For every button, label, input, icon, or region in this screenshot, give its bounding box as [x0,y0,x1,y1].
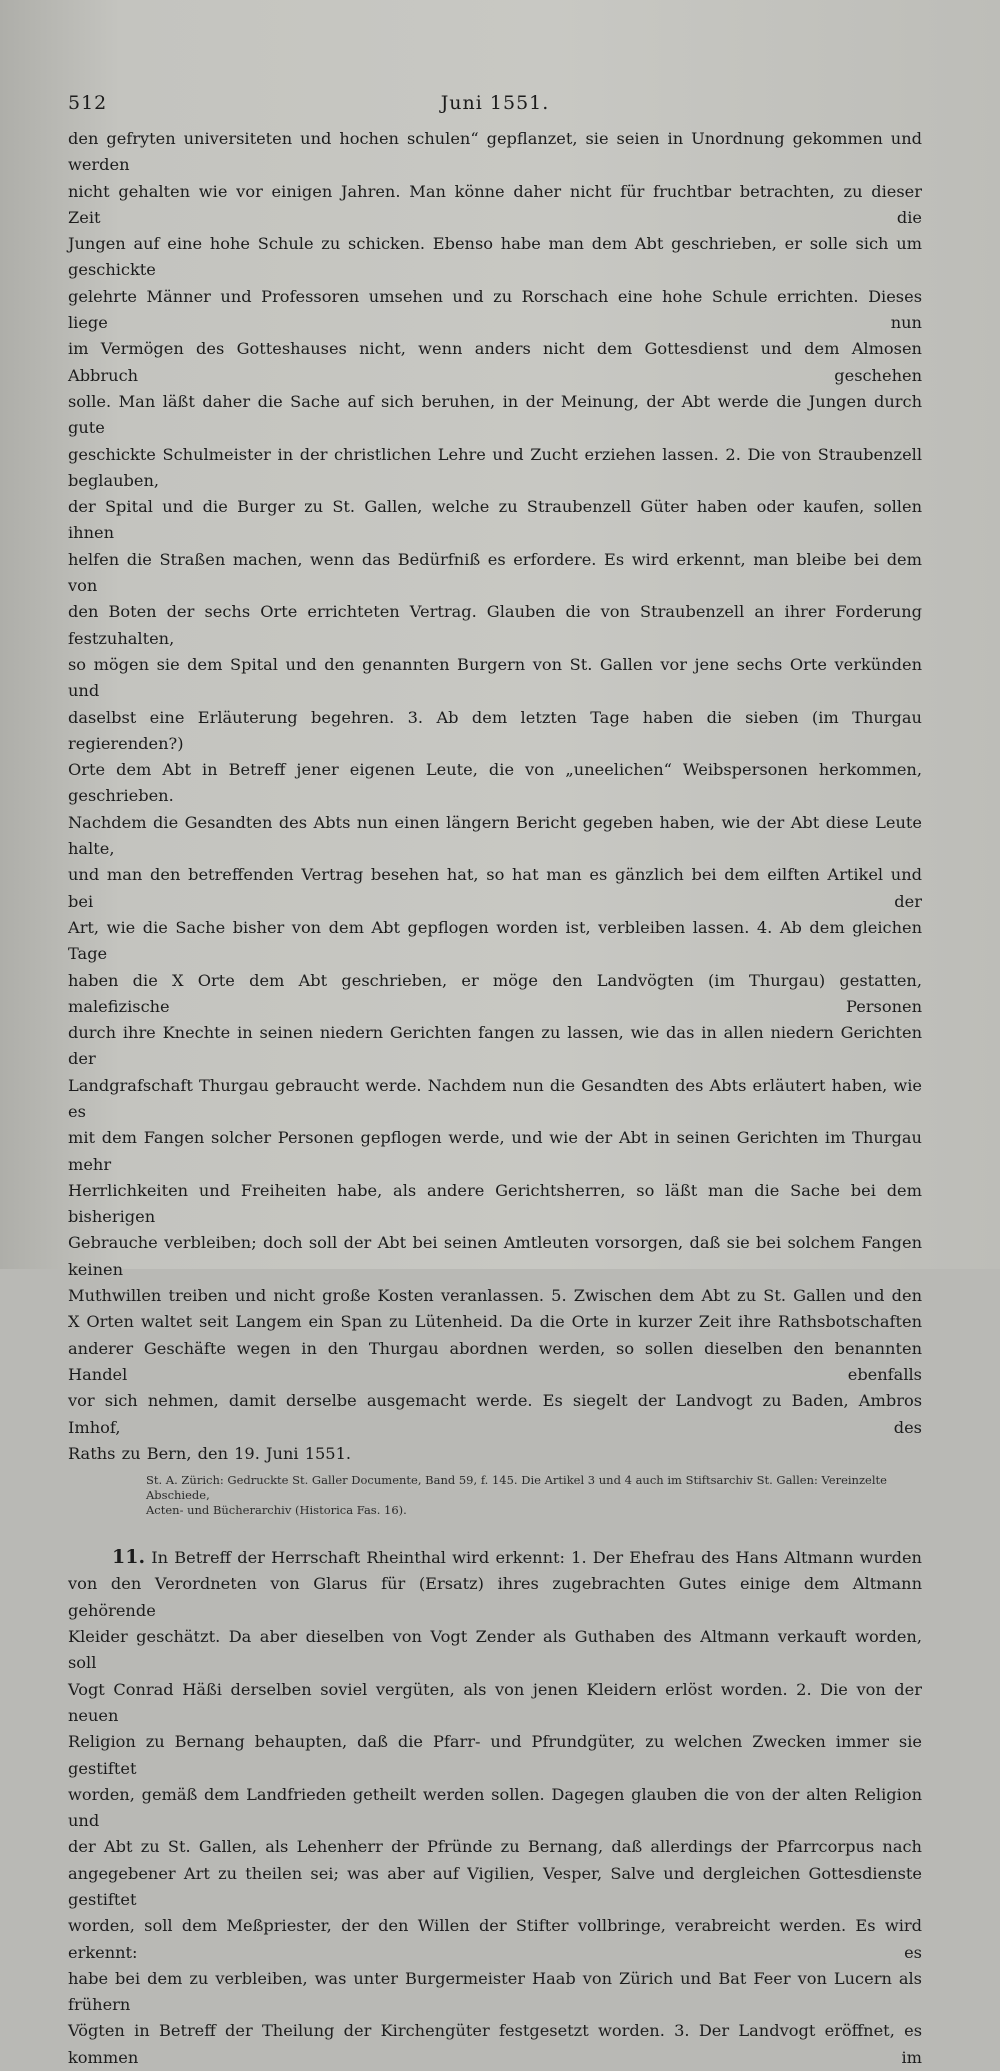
text-line: Landgrafschaft Thurgau gebraucht werde. Nachdem nun die Gesandten des Abts erläutert haben, wie es [68,1075,922,1121]
text-line: worden, soll dem Meßpriester, der den Willen der Stifter vollbringe, verabreicht werden. Es wird erkennt: es [68,1916,922,1962]
page-header [68,92,922,126]
text-line: im Vermögen des Gotteshauses nicht, wenn anders nicht dem Gottesdienst und dem Almosen Abbruch geschehen [68,339,922,385]
text-line: nicht gehalten wie vor einigen Jahren. Man könne daher nicht für fruchtbar betrachten, zu dieser Zeit die [68,181,922,227]
text-line: gelehrte Männer und Professoren umsehen und zu Rorschach eine hohe Schule errichten. Dieses liege nun [68,286,922,333]
text-line: Gebrauche verbleiben; doch soll der Abt bei seinen Amtleuten vorsorgen, daß sie bei solchem Fangen keinen [68,1233,922,1279]
text-line: Art, wie die Sache bisher von dem Abt gepflogen worden ist, verbleiben lassen. 4. Ab dem gleichen Tage [68,917,922,964]
text-line: Religion zu Bernang behaupten, daß die Pfarr- und Pfrundgüter, zu welchen Zwecken immer sie gestiftet [68,1732,922,1778]
source-footnote [146,1473,922,1518]
text-line: und man den betreffenden Vertrag besehen hat, so hat man es gänzlich bei dem eilften Artikel und bei der [68,865,922,911]
running-title: Juni 1551. [440,92,550,114]
text-line: durch ihre Knechte in seinen niedern Gerichten fangen zu lassen, wie das in allen niedern Gerichten der [68,1023,922,1069]
text-line: anderer Geschäfte wegen in den Thurgau abordnen werden, so sollen dieselben den benannten Handel ebenfalls [68,1338,922,1384]
text-line: habe bei dem zu verbleiben, was unter Burgermeister Haab von Zürich und Bat Feer von Lucern als frühern [68,1968,922,2015]
text-line: Orte dem Abt in Betreff jener eigenen Leute, die von „uneelichen“ Weibspersonen herkommen, geschrieben. [68,760,922,806]
text-line: X Orten waltet seit Langem ein Span zu Lütenheid. Da die Orte in kurzer Zeit ihre Rathsbotschaften [68,1312,922,1332]
text-line: den Boten der sechs Orte errichteten Vertrag. Glauben die von Straubenzell an ihrer Forderung festzuhalten, [68,602,922,648]
text-line: daselbst eine Erläuterung begehren. 3. Ab dem letzten Tage haben die sieben (im Thurgau regierenden?) [68,707,922,753]
text-line: worden, gemäß dem Landfrieden getheilt werden sollen. Dagegen glauben die von der alten Religion und [68,1784,922,1831]
text-line: Kleider geschätzt. Da aber dieselben von Vogt Zender als Guthaben des Altmann verkauft worden, soll [68,1627,922,1673]
text-line: Vögten in Betreff der Theilung der Kirchengüter festgesetzt worden. 3. Der Landvogt eröffnet, es kommen im [68,2021,922,2067]
section-11 [68,1544,922,2071]
text-line: mit dem Fangen solcher Personen gepflogen werde, und wie der Abt in seinen Gerichten im Thurgau mehr [68,1128,922,1174]
section-number: 11. [112,1546,146,1569]
text-line: angegebener Art zu theilen sei; was aber auf Vigilien, Vesper, Salve und dergleichen Gottesdienste gestiftet [68,1863,922,1909]
footnote-line: St. A. Zürich: Gedruckte St. Galler Documente, Band 59, f. 145. Die Artikel 3 und 4 auch im Stiftsarchiv St. Gallen: Vereinzelte Abschiede, [146,1473,887,1503]
section-11-first-line [68,1544,922,1571]
text-line: haben die X Orte dem Abt geschrieben, er möge den Landvögten (im Thurgau) gestatten, malefizische Personen [68,970,922,1016]
text-line: Nachdem die Gesandten des Abts nun einen längern Bericht gegeben haben, wie der Abt diese Leute halte, [68,812,922,859]
text-line: vor sich nehmen, damit derselbe ausgemacht werde. Es siegelt der Landvogt zu Baden, Ambros Imhof, des [68,1391,922,1437]
text-line: Jungen auf eine hohe Schule zu schicken. Ebenso habe man dem Abt geschrieben, er solle sich um geschickte [68,234,922,280]
text-line: Vogt Conrad Häßi derselben soviel vergüten, als von jenen Kleidern erlöst worden. 2. Die von der neuen [68,1679,922,1725]
text-line: den gefryten universiteten und hochen schulen“ gepflanzet, sie seien in Unordnung gekommen und werden [68,129,922,175]
footnote-line: Acten- und Bücherarchiv (Historica Fas. 16). [146,1503,407,1518]
page-number: 512 [68,92,108,114]
text-line: solle. Man läßt daher die Sache auf sich beruhen, in der Meinung, der Abt werde die Jungen durch gute [68,391,922,438]
text-line: von den Verordneten von Glarus für (Ersatz) ihres zugebrachten Gutes einige dem Altmann gehörende [68,1574,922,1620]
text-line: so mögen sie dem Spital und den genannten Burgern von St. Gallen vor jene sechs Orte verkünden und [68,654,922,701]
text-line: helfen die Straßen machen, wenn das Bedürfniß es erfordere. Es wird erkennt, man bleibe bei dem von [68,549,922,596]
text-line: der Abt zu St. Gallen, als Lehenherr der Pfründe zu Bernang, daß allerdings der Pfarrcorpus nach [68,1837,922,1857]
text-line: der Spital und die Burger zu St. Gallen, welche zu Straubenzell Güter haben oder kaufen, sollen ihnen [68,497,922,543]
section-10-text [68,126,922,1467]
text-line: Muthwillen treiben und nicht große Kosten veranlassen. 5. Zwischen dem Abt zu St. Gallen und den [68,1286,922,1306]
text-line: Raths zu Bern, den 19. Juni 1551. [68,1443,352,1463]
text-line: geschickte Schulmeister in der christlichen Lehre und Zucht erziehen lassen. 2. Die von Straubenzell beglauben, [68,444,922,490]
text-line: Herrlichkeiten und Freiheiten habe, als andere Gerichtsherren, so läßt man die Sache bei dem bisherigen [68,1180,922,1227]
text-line: In Betreff der Herrschaft Rheinthal wird erkennt: 1. Der Ehefrau des Hans Altmann wurden [151,1548,922,1568]
